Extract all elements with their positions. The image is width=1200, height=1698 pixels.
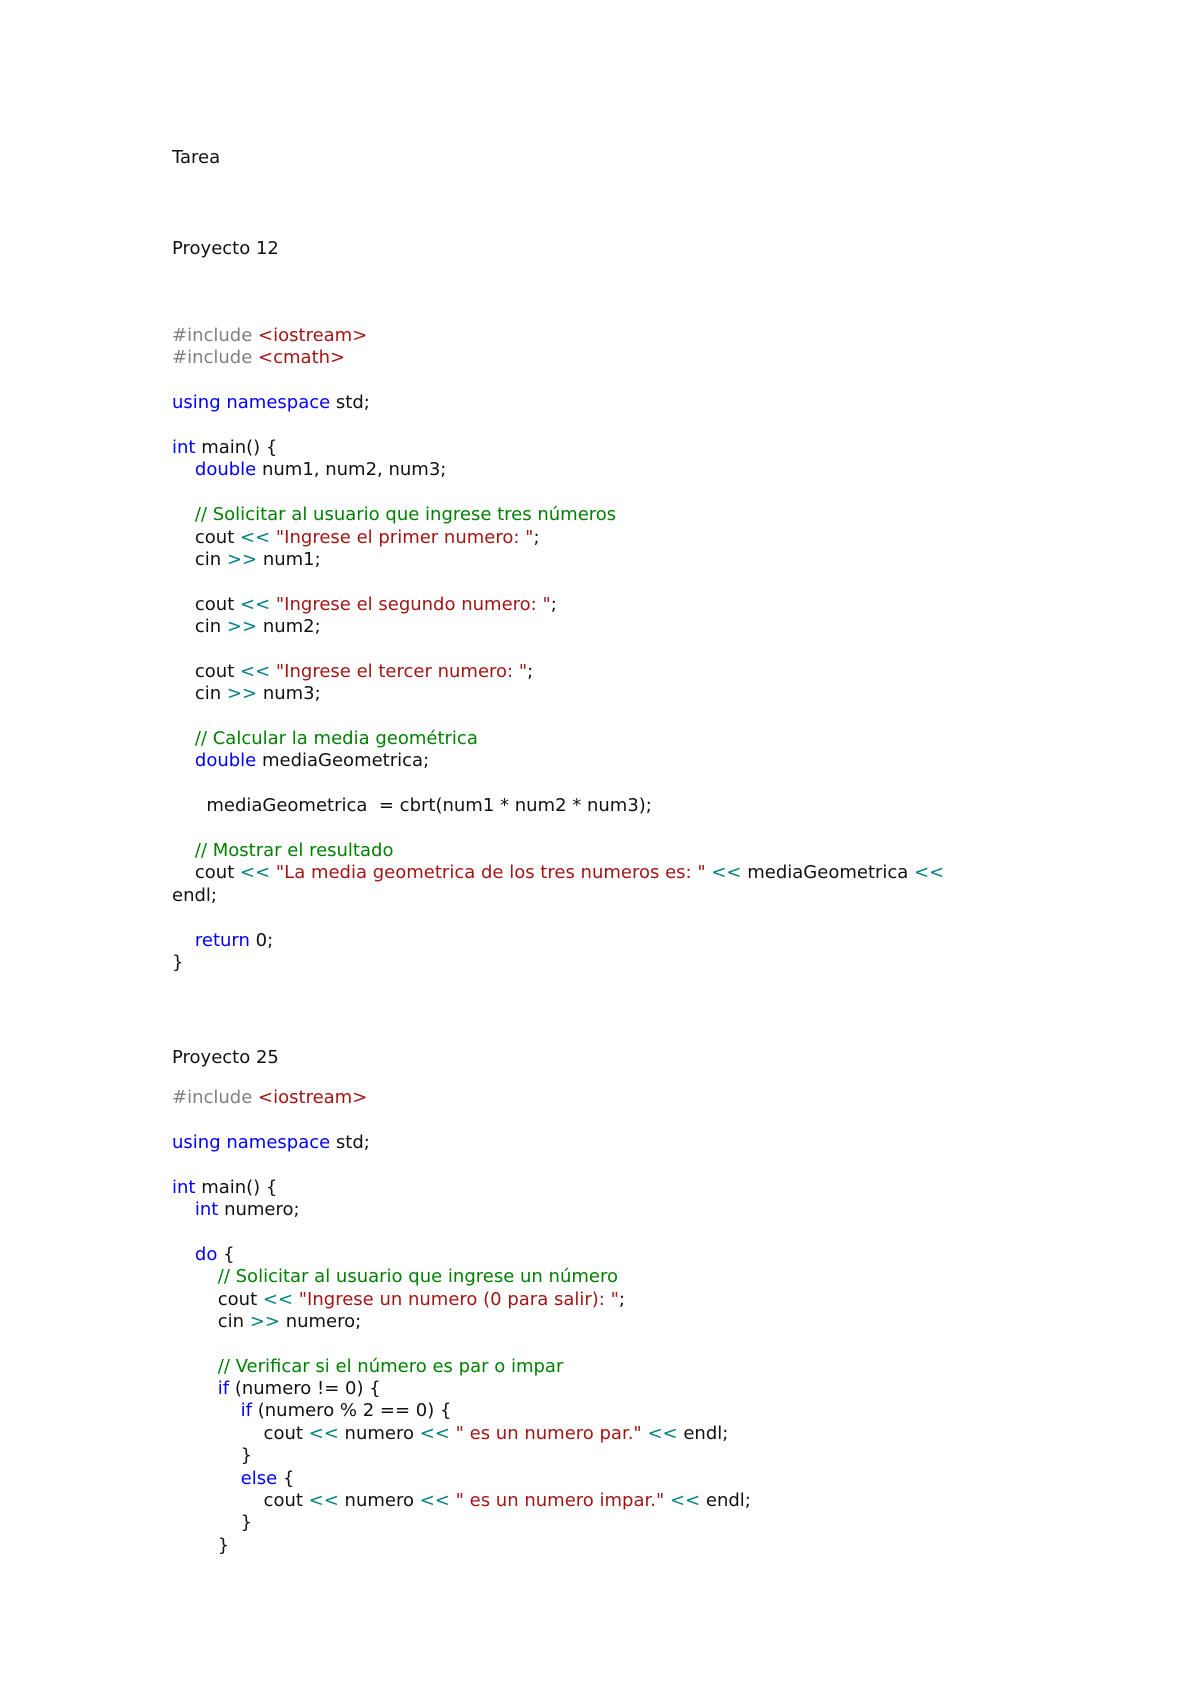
code-line	[172, 728, 1072, 750]
code-text-token: cin	[172, 1310, 250, 1332]
operator-token: >>	[226, 683, 258, 705]
keyword-token: return	[194, 929, 250, 951]
code-line	[172, 907, 1072, 929]
code-line	[172, 1154, 1072, 1176]
keyword-token: using namespace	[172, 1131, 331, 1153]
code-line	[172, 661, 1072, 683]
section-heading-proyecto-25: Proyecto 25	[172, 1047, 279, 1068]
code-line	[172, 818, 1072, 840]
code-text-token	[172, 504, 195, 525]
code-line	[172, 683, 1072, 705]
code-text-token: std;	[330, 1131, 370, 1153]
code-text-token: num3;	[257, 683, 321, 705]
code-text-token: num2;	[257, 616, 321, 638]
code-text-token: (numero != 0) {	[229, 1378, 381, 1400]
comment-token: // Mostrar el resultado	[194, 839, 394, 861]
string-token: "La media geometrica de los tres numeros es: "	[275, 862, 706, 884]
code-line	[172, 415, 1072, 437]
code-line	[172, 504, 1072, 526]
code-text-token: cout	[172, 593, 240, 615]
code-line	[172, 527, 1072, 549]
code-text-token	[172, 1468, 241, 1489]
operator-token: <<	[419, 1422, 450, 1444]
code-text-token: }	[172, 1512, 253, 1534]
comment-token: // Solicitar al usuario que ingrese tres números	[194, 504, 617, 526]
code-text-token: ;	[550, 593, 557, 615]
string-token: "Ingrese el primer numero: "	[275, 526, 534, 548]
code-line	[172, 437, 1072, 459]
operator-token: <<	[308, 1490, 339, 1512]
code-text-token: cin	[172, 616, 227, 638]
preprocessor-token: #include	[172, 325, 259, 346]
code-text-token: std;	[330, 392, 370, 414]
operator-token: <<	[419, 1490, 450, 1512]
string-token: <cmath>	[258, 347, 346, 369]
code-text-token	[172, 1378, 218, 1399]
code-text-token: main() {	[195, 1176, 278, 1198]
code-text-token: mediaGeometrica;	[256, 750, 430, 772]
code-text-token	[172, 1400, 241, 1421]
code-line	[172, 1266, 1072, 1288]
code-line	[172, 885, 1072, 907]
operator-token: <<	[711, 862, 742, 884]
string-token: "Ingrese el segundo numero: "	[275, 593, 551, 615]
code-line	[172, 549, 1072, 571]
code-text-token: ;	[533, 526, 540, 548]
code-text-token: cout	[172, 1422, 309, 1444]
code-line	[172, 1244, 1072, 1266]
code-line	[172, 459, 1072, 481]
code-text-token: num1, num2, num3;	[256, 459, 447, 481]
operator-token: <<	[239, 593, 271, 615]
code-text-token: numero;	[218, 1198, 300, 1220]
code-line	[172, 706, 1072, 728]
code-line	[172, 1199, 1072, 1221]
code-text-token: }	[172, 1445, 253, 1467]
code-line	[172, 1087, 1072, 1109]
code-line	[172, 392, 1072, 414]
code-line	[172, 1333, 1072, 1355]
preprocessor-token: #include	[172, 1087, 259, 1108]
code-line	[172, 1423, 1072, 1445]
string-token: <iostream>	[258, 325, 368, 346]
operator-token: <<	[239, 660, 271, 682]
code-line	[172, 1356, 1072, 1378]
code-line	[172, 773, 1072, 795]
keyword-token: int	[194, 1198, 219, 1220]
code-line	[172, 1378, 1072, 1400]
code-line	[172, 1445, 1072, 1467]
code-text-token	[172, 1199, 195, 1220]
code-line	[172, 1177, 1072, 1199]
document-title: Tarea	[172, 147, 221, 168]
comment-token: // Verificar si el número es par o impar	[217, 1355, 564, 1377]
string-token: " es un numero par."	[455, 1422, 642, 1444]
operator-token: >>	[249, 1310, 280, 1332]
keyword-token: double	[194, 750, 257, 772]
code-text-token: {	[217, 1243, 235, 1265]
code-line	[172, 325, 1072, 347]
comment-token: // Calcular la media geométrica	[194, 728, 478, 750]
keyword-token: do	[194, 1243, 218, 1265]
keyword-token: else	[240, 1467, 278, 1489]
code-text-token	[172, 930, 195, 951]
code-text-token: endl;	[700, 1490, 751, 1512]
keyword-token: if	[217, 1378, 230, 1400]
code-text-token	[172, 728, 195, 749]
code-text-token: cout	[172, 660, 240, 682]
code-line	[172, 594, 1072, 616]
keyword-token: using namespace	[172, 392, 331, 414]
code-line	[172, 1468, 1072, 1490]
code-text-token: cin	[172, 683, 227, 705]
operator-token: >>	[226, 616, 258, 638]
code-block-proyecto-25	[172, 1087, 1072, 1557]
code-line	[172, 862, 1072, 884]
code-line	[172, 1535, 1072, 1557]
operator-token: >>	[226, 548, 258, 570]
code-text-token: numero	[338, 1422, 420, 1444]
keyword-token: int	[172, 436, 196, 458]
string-token: "Ingrese un numero (0 para salir): "	[298, 1288, 619, 1310]
operator-token: <<	[239, 526, 271, 548]
code-text-token	[172, 1244, 195, 1265]
code-line	[172, 1311, 1072, 1333]
code-text-token: 0;	[249, 929, 274, 951]
code-text-token: cout	[172, 526, 240, 548]
code-text-token: (numero % 2 == 0) {	[252, 1400, 452, 1422]
code-text-token: ;	[618, 1288, 625, 1310]
code-text-token: ;	[527, 660, 534, 682]
operator-token: <<	[262, 1288, 294, 1310]
code-text-token	[172, 750, 195, 771]
code-text-token: cin	[172, 548, 227, 570]
code-text-token: {	[277, 1467, 295, 1489]
string-token: " es un numero impar."	[455, 1490, 665, 1512]
code-line	[172, 616, 1072, 638]
code-text-token	[172, 840, 195, 861]
code-line	[172, 370, 1072, 392]
code-text-token	[172, 1266, 218, 1287]
code-text-token: cout	[172, 1490, 309, 1512]
keyword-token: int	[172, 1176, 196, 1198]
string-token: <iostream>	[258, 1087, 368, 1108]
code-text-token: endl;	[677, 1422, 729, 1444]
code-text-token: num1;	[257, 548, 321, 570]
operator-token: <<	[308, 1422, 339, 1444]
code-text-token	[172, 1356, 218, 1377]
code-line	[172, 1400, 1072, 1422]
code-text-token: numero;	[279, 1310, 362, 1332]
code-line	[172, 1512, 1072, 1534]
code-text-token: main() {	[195, 436, 278, 458]
comment-token: // Solicitar al usuario que ingrese un número	[217, 1266, 618, 1288]
code-line	[172, 347, 1072, 369]
code-line	[172, 1109, 1072, 1131]
operator-token: <<	[239, 862, 271, 884]
code-line	[172, 1490, 1072, 1512]
operator-token: <<	[647, 1422, 678, 1444]
operator-token: <<	[669, 1490, 701, 1512]
code-block-proyecto-12	[172, 325, 1072, 974]
code-line	[172, 638, 1072, 660]
code-text-token: endl;	[172, 884, 217, 906]
code-text-token: cout	[172, 862, 240, 884]
keyword-token: double	[194, 459, 257, 481]
code-line	[172, 1221, 1072, 1243]
code-text-token: mediaGeometrica	[741, 862, 915, 884]
string-token: "Ingrese el tercer numero: "	[275, 660, 528, 682]
keyword-token: if	[240, 1400, 253, 1422]
code-line	[172, 750, 1072, 772]
code-line	[172, 571, 1072, 593]
code-text-token: }	[172, 951, 184, 973]
code-text-token	[172, 459, 195, 480]
code-text-token: mediaGeometrica = cbrt(num1 * num2 * num3);	[172, 795, 652, 817]
code-line	[172, 795, 1072, 817]
code-line	[172, 1289, 1072, 1311]
code-line	[172, 1132, 1072, 1154]
code-text-token: cout	[172, 1288, 263, 1310]
code-line	[172, 952, 1072, 974]
code-text-token: numero	[338, 1490, 420, 1512]
operator-token: <<	[914, 862, 945, 884]
code-line	[172, 840, 1072, 862]
code-line	[172, 482, 1072, 504]
code-line	[172, 930, 1072, 952]
preprocessor-token: #include	[172, 347, 259, 369]
code-text-token: }	[172, 1534, 230, 1556]
section-heading-proyecto-12: Proyecto 12	[172, 238, 279, 259]
